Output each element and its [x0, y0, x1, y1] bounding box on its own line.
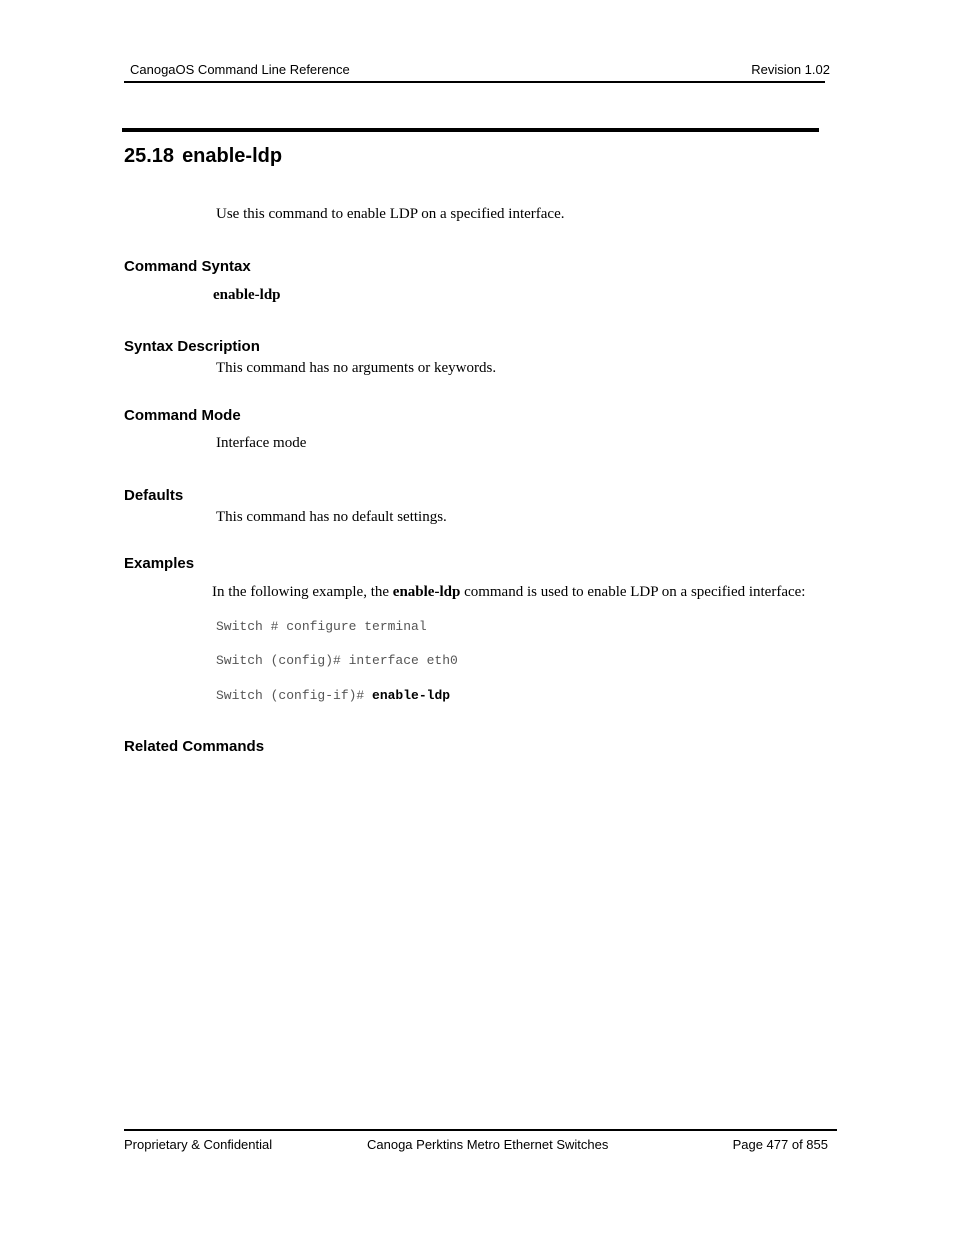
examples-intro-after: command is used to enable LDP on a specified interface: [460, 584, 806, 600]
defaults-text: This command has no default settings. [216, 509, 447, 525]
section-title [124, 145, 282, 168]
header-divider [124, 81, 825, 83]
section-name: enable-ldp [182, 145, 283, 167]
code-line [216, 653, 458, 668]
code-line [216, 688, 450, 703]
examples-intro [212, 584, 805, 601]
command-syntax-value: enable-ldp [213, 287, 281, 303]
examples-intro-command: enable-ldp [392, 584, 461, 600]
examples-intro-before: In the following example, the [212, 584, 393, 600]
code-line [216, 619, 427, 634]
code-line-text: Switch (config)# interface eth0 [216, 653, 458, 668]
code-line-command: enable-ldp [372, 688, 451, 703]
footer-page-number: Page 477 of 855 [732, 1137, 828, 1152]
syntax-description-heading: Syntax Description [124, 338, 260, 355]
footer-divider [124, 1129, 837, 1131]
intro-text: Use this command to enable LDP on a specified interface. [216, 206, 565, 222]
command-mode-text: Interface mode [216, 435, 307, 451]
footer-confidential: Proprietary & Confidential [124, 1137, 273, 1152]
code-line-text: Switch # configure terminal [216, 619, 427, 634]
syntax-description-text: This command has no arguments or keywords. [216, 360, 497, 376]
related-commands-heading: Related Commands [124, 738, 265, 755]
command-mode-heading: Command Mode [124, 407, 241, 424]
header-revision: Revision 1.02 [751, 62, 830, 77]
defaults-heading: Defaults [124, 487, 184, 504]
examples-heading: Examples [124, 555, 195, 572]
header-document-title: CanogaOS Command Line Reference [130, 62, 350, 77]
section-number: 25.18 [124, 145, 175, 167]
footer-product: Canoga Perktins Metro Ethernet Switches [367, 1137, 609, 1152]
code-line-text: Switch (config-if)# [216, 688, 373, 703]
section-divider [122, 128, 819, 132]
command-syntax-heading: Command Syntax [124, 258, 251, 275]
